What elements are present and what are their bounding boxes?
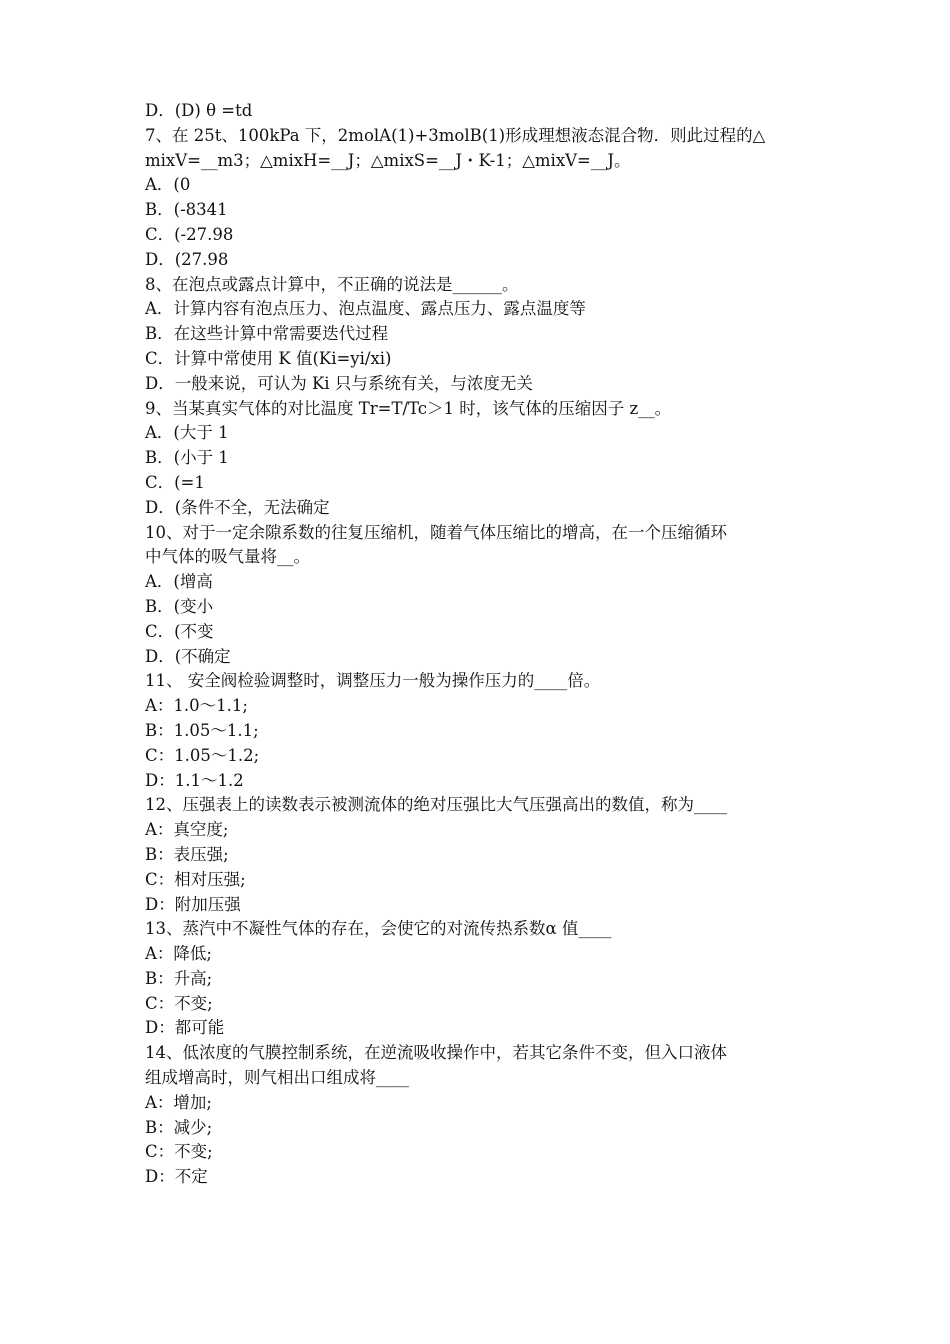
option-line: B：减少; <box>145 1117 213 1137</box>
question-line: 13、蒸汽中不凝性气体的存在，会使它的对流传热系数α 值____ <box>145 919 612 939</box>
option-line: B．(变小 <box>145 596 214 616</box>
option-line: A：真空度; <box>145 820 229 840</box>
option-line: C：不变; <box>145 993 213 1013</box>
option-line: C：相对压强; <box>145 869 246 889</box>
option-line: D：1.1～1.2 <box>145 770 244 790</box>
question-line: 中气体的吸气量将__。 <box>145 547 310 567</box>
option-line: B：1.05～1.1; <box>145 720 259 740</box>
option-line: B：升高; <box>145 968 213 988</box>
option-line: A：增加; <box>145 1092 212 1112</box>
option-line: A．计算内容有泡点压力、泡点温度、露点压力、露点温度等 <box>145 299 586 319</box>
option-line: A．(大于 1 <box>145 423 229 443</box>
option-line: C．(不变 <box>145 621 214 641</box>
option-line: D．(27.98 <box>145 249 229 269</box>
option-line: D：附加压强 <box>145 894 241 914</box>
question-line: 组成增高时，则气相出口组成将____ <box>145 1068 409 1088</box>
option-line: B．在这些计算中常需要迭代过程 <box>145 324 389 344</box>
question-line: 7、在 25t、100kPa 下，2molA(1)+3molB(1)形成理想液态混合物．则此过程的△ <box>145 125 766 145</box>
option-line: D：都可能 <box>145 1018 225 1038</box>
option-line: C．(=1 <box>145 472 205 492</box>
option-line: D．(条件不全，无法确定 <box>145 497 330 517</box>
option-line: D．(D) θ =td <box>145 101 253 120</box>
option-line: D．(不确定 <box>145 646 231 666</box>
question-line: 10、对于一定余隙系数的往复压缩机，随着气体压缩比的增高，在一个压缩循环 <box>145 522 727 542</box>
question-line: mixV=__m3；△mixH=__J；△mixS=__J・K-1；△mixV=__J。 <box>145 150 631 170</box>
question-line: 11、 安全阀检验调整时，调整压力一般为操作压力的____倍。 <box>145 671 601 691</box>
question-line: 8、在泡点或露点计算中，不正确的说法是______。 <box>145 274 519 294</box>
option-line: C．计算中常使用 K 值(Ki=yi/xi) <box>145 348 392 368</box>
question-line: 14、低浓度的气膜控制系统，在逆流吸收操作中，若其它条件不变，但入口液体 <box>145 1043 727 1063</box>
question-line: 12、压强表上的读数表示被测流体的绝对压强比大气压强高出的数值，称为____ <box>145 795 727 815</box>
option-line: A：降低; <box>145 944 212 964</box>
option-line: C：1.05～1.2; <box>145 745 260 765</box>
question-line: 9、当某真实气体的对比温度 Tr=T/Tc＞1 时，该气体的压缩因子 z__。 <box>145 398 672 418</box>
option-line: A：1.0～1.1; <box>145 696 248 716</box>
option-line: D：不定 <box>145 1167 208 1187</box>
option-line: D．一般来说，可认为 Ki 只与系统有关，与浓度无关 <box>145 373 533 393</box>
option-line: B．(-8341 <box>145 200 228 220</box>
document-page <box>145 99 815 1190</box>
option-line: C：不变; <box>145 1142 213 1162</box>
option-line: A．(增高 <box>145 572 213 592</box>
option-line: B：表压强; <box>145 844 229 864</box>
option-line: C．(-27.98 <box>145 224 234 244</box>
option-line: A．(0 <box>145 175 191 195</box>
option-line: B．(小于 1 <box>145 448 229 468</box>
